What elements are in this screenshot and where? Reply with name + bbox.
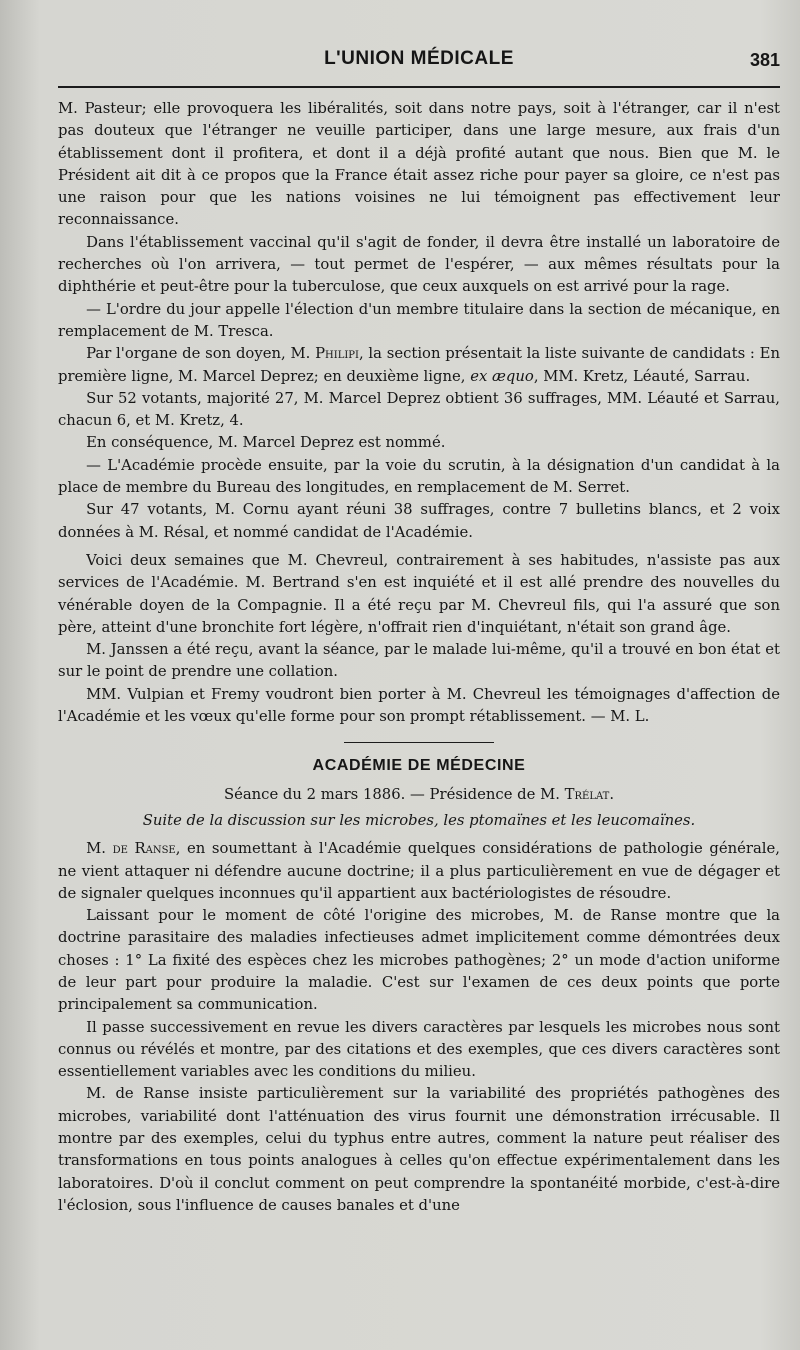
paragraph: Sur 47 votants, M. Cornu ayant réuni 38 suffrages, contre 7 bulletins blancs, et 2 voix données à M. Résal, et nommé candidat de l'Académie. — [58, 501, 780, 541]
paragraph: En conséquence, M. Marcel Deprez est nommé. — [86, 434, 446, 452]
text-span: , MM. Kretz, Léauté, Sarrau. — [533, 367, 751, 385]
section-title: ACADÉMIE DE MÉDECINE — [312, 757, 526, 775]
text-span: Séance du 2 mars 1886. — Présidence de M. — [223, 785, 565, 803]
paragraph-ranse — [58, 838, 780, 905]
text-span: . — [609, 785, 615, 803]
paragraph: Il passe successivement en revue les divers caractères par lesquels les microbes nous sont connus ou révélés et montre, par des citations et des exemples, que ces divers caractères sont essentiellement variables avec les conditions du milieu. — [58, 1018, 780, 1081]
text-span: M. — [86, 840, 113, 858]
paragraph: M. Pasteur; elle provoquera les libéralités, soit dans notre pays, soit à l'étranger, car il n'est pas douteux que l'étranger ne veuille participer, dans une large mesure, aux frais d'un établissement dont il profitera, et dont il a déjà profité autant que nous. Bien que M. le Président ait dit à ce propos que la France était assez riche pour payer sa gloire, ce n'est pas une raison pour que les nations voisines ne lui témoignent pas effectivement leur reconnaissance. — [58, 100, 780, 229]
header-rule — [58, 86, 780, 88]
paragraph: Laissant pour le moment de côté l'origine des microbes, M. de Ranse montre que la doctrine parasitaire des maladies infectieuses admet implicitement comme démontrées deux choses : 1° La fixité des espèces chez les microbes pathogènes; 2° un mode d'action uniforme de leur part pour produire la maladie. C'est sur l'examen de ces deux points que porte principalement sa communication. — [58, 907, 780, 1014]
paragraph: M. Janssen a été reçu, avant la séance, par le malade lui-même, qu'il a trouvé en bon état et sur le point de prendre une collation. — [58, 641, 780, 681]
person-name: de Ranse — [112, 840, 176, 858]
page-number: 381 — [749, 50, 780, 70]
text-span: , la section présentait la liste suivante de candidats : En première ligne, M. Marcel Deprez; en deuxième ligne, — [58, 345, 780, 385]
article-body — [58, 98, 780, 1217]
page-header — [58, 48, 780, 82]
section-separator — [344, 742, 494, 743]
paragraph: — L'ordre du jour appelle l'élection d'un membre titulaire dans la section de mécanique, en remplacement de M. Tresca. — [58, 300, 780, 340]
person-name: Philipi — [315, 345, 359, 363]
president-name: Trélat — [564, 785, 610, 803]
paragraph: Dans l'établissement vaccinal qu'il s'agit de fonder, il devra être installé un laboratoire de recherches où l'on arrivera, — tout permet de l'espérer, — aux mêmes résultats pour la diphthérie et peut-être pour la tuberculose, que ceux auxquels on est arrivé pour la rage. — [58, 233, 780, 296]
paragraph: M. de Ranse insiste particulièrement sur la variabilité des propriétés pathogènes des microbes, variabilité dont l'atténuation des virus fournit une démonstration irrécusable. Il montre par des exemples, celui du typhus entre autres, comment la nature peut réaliser des transformations en tous points analogues à celles qu'on effectue expérimentalement dans les laboratoires. D'où il conclut comment on peut comprendre la spontanéité morbide, c'est-à-dire l'éclosion, sous l'influence de causes banales et d'une — [58, 1085, 780, 1214]
session-line — [58, 784, 780, 806]
discussion-subtitle: Suite de la discussion sur les microbes, les ptomaïnes et les leucomaïnes. — [142, 811, 696, 829]
text-span: Par l'organe de son doyen, M. — [86, 345, 316, 363]
running-title: L'UNION MÉDICALE — [324, 48, 514, 69]
paragraph-candidates — [58, 343, 780, 388]
paragraph: — L'Académie procède ensuite, par la voie du scrutin, à la désignation d'un candidat à la place de membre du Bureau des longitudes, en remplacement de M. Serret. — [58, 456, 780, 497]
paragraph: MM. Vulpian et Fremy voudront bien porter à M. Chevreul les témoignages d'affection de l'Académie et les vœux qu'elle forme pour son prompt rétablissement. — M. L. — [58, 685, 780, 726]
text-span: , en soumettant à l'Académie quelques considérations de pathologie générale, ne vient attaquer ni défendre aucune doctrine; il a plus particulièrement en vue de dégager et de signaler quelques inconnues qu'il appartient aux bactériologistes de résoudre. — [58, 840, 780, 902]
italic-text: ex æquo — [470, 367, 534, 385]
paragraph: Voici deux semaines que M. Chevreul, contrairement à ses habitudes, n'assiste pas aux services de l'Académie. M. Bertrand s'en est inquiété et il est allé prendre des nouvelles du vénérable doyen de la Compagnie. Il a été reçu par M. Chevreul fils, qui l'a assuré que son père, atteint d'une bronchite fort légère, n'offrait rien d'inquiétant, n'était son grand âge. — [58, 551, 780, 636]
paragraph: Sur 52 votants, majorité 27, M. Marcel Deprez obtient 36 suffrages, MM. Léauté et Sarrau, chacun 6, et M. Kretz, 4. — [58, 389, 780, 430]
